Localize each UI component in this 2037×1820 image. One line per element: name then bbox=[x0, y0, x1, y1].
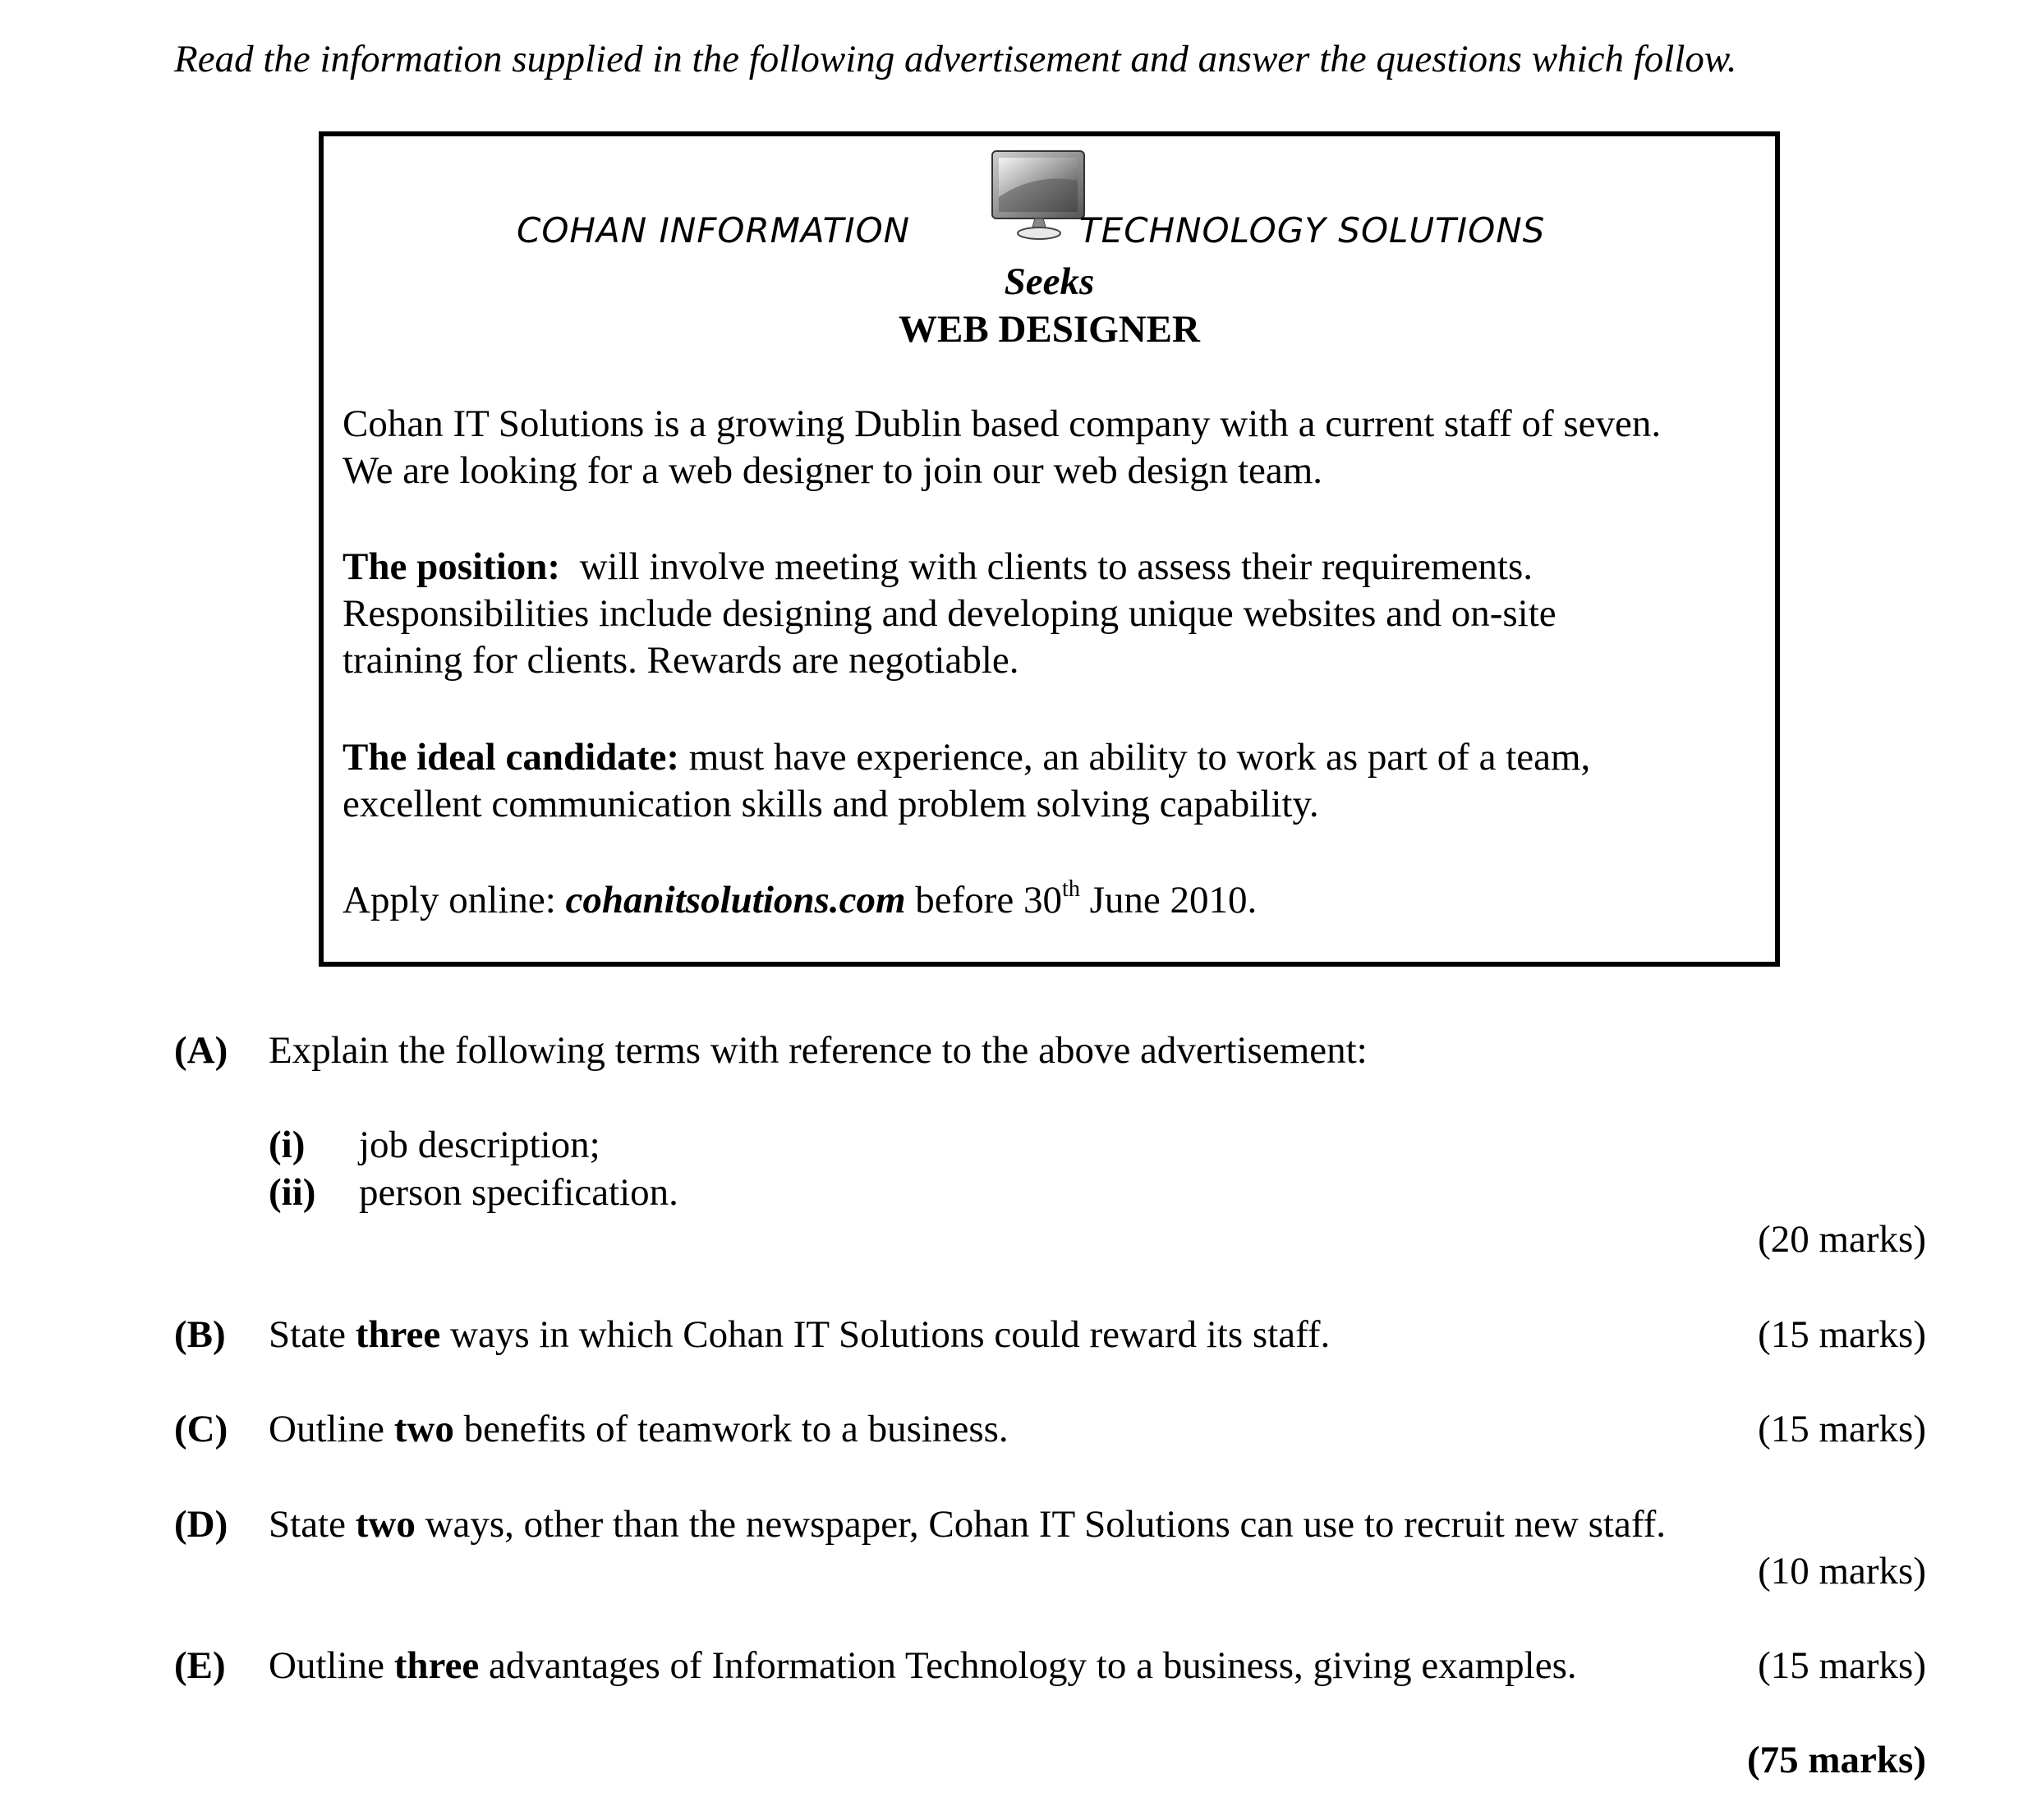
question-a-text: Explain the following terms with reference to the above advertisement: bbox=[269, 1029, 1368, 1072]
apply-date-suffix: th bbox=[1062, 876, 1080, 902]
question-e-text: Outline three advantages of Information Technology to a business, giving examples. bbox=[269, 1644, 1577, 1687]
position-paragraph bbox=[343, 544, 1556, 684]
question-a-i-text: job description; bbox=[359, 1124, 600, 1166]
question-a-ii-label: (ii) bbox=[269, 1171, 316, 1214]
apply-prefix: Apply online: bbox=[343, 879, 566, 921]
candidate-paragraph bbox=[343, 734, 1590, 828]
total-marks: (75 marks) bbox=[1747, 1739, 1926, 1781]
position-line-3: training for clients. Rewards are negotiable. bbox=[343, 639, 1019, 682]
question-e-marks: (15 marks) bbox=[1758, 1644, 1926, 1687]
apply-url-link[interactable]: cohanitsolutions.com bbox=[565, 879, 906, 921]
company-name-right: TECHNOLOGY SOLUTIONS bbox=[1079, 210, 1546, 250]
candidate-line-1: must have experience, an ability to work as part of a team, bbox=[678, 736, 1591, 779]
instruction-text: Read the information supplied in the following advertisement and answer the questions which follow. bbox=[174, 38, 1737, 80]
question-b-text: State three ways in which Cohan IT Solutions could reward its staff. bbox=[269, 1313, 1331, 1356]
question-c-label: (C) bbox=[174, 1408, 228, 1450]
question-b-label: (B) bbox=[174, 1313, 226, 1356]
intro-line-1: Cohan IT Solutions is a growing Dublin based company with a current staff of seven. bbox=[343, 402, 1662, 445]
candidate-label: The ideal candidate: bbox=[343, 736, 679, 779]
position-line-1: will involve meeting with clients to assess their requirements. bbox=[560, 545, 1533, 588]
question-d-text: State two ways, other than the newspaper, Cohan IT Solutions can use to recruit new staff. bbox=[269, 1503, 1667, 1546]
question-c-text: Outline two benefits of teamwork to a business. bbox=[269, 1408, 1009, 1450]
question-b-marks: (15 marks) bbox=[1758, 1313, 1926, 1356]
question-a-ii-text: person specification. bbox=[359, 1171, 678, 1214]
question-a-marks: (20 marks) bbox=[1758, 1218, 1926, 1261]
question-c-marks: (15 marks) bbox=[1758, 1408, 1926, 1450]
company-name-left: COHAN INFORMATION bbox=[517, 210, 911, 250]
seeks-heading: Seeks bbox=[1004, 260, 1095, 303]
job-title-heading: WEB DESIGNER bbox=[899, 308, 1200, 351]
position-line-2: Responsibilities include designing and developing unique websites and on-site bbox=[343, 592, 1556, 635]
apply-paragraph bbox=[343, 877, 1257, 924]
question-a-label: (A) bbox=[174, 1029, 228, 1072]
position-label: The position: bbox=[343, 545, 561, 588]
advertisement-box bbox=[319, 131, 1780, 967]
apply-before: before 30 bbox=[905, 879, 1063, 921]
candidate-line-2: excellent communication skills and problem solving capability. bbox=[343, 783, 1319, 825]
question-a-i-label: (i) bbox=[269, 1124, 306, 1166]
computer-monitor-icon bbox=[986, 148, 1092, 246]
question-e-label: (E) bbox=[174, 1644, 226, 1687]
question-d-marks: (10 marks) bbox=[1758, 1550, 1926, 1592]
intro-line-2: We are looking for a web designer to join our web design team. bbox=[343, 449, 1323, 492]
question-d-label: (D) bbox=[174, 1503, 228, 1546]
apply-date: June 2010. bbox=[1079, 879, 1258, 921]
company-intro-paragraph bbox=[343, 401, 1661, 494]
